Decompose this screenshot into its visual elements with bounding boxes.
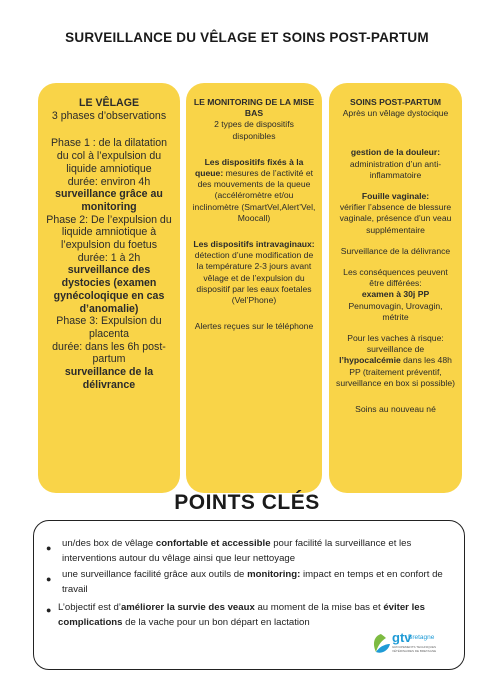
key-point-3-bold-2: éviter les complications xyxy=(58,602,425,628)
key-point-1-text-b: pour facilité la surveillance et les interventions autour du vêlage ainsi que leur nettoyage xyxy=(62,538,412,564)
consequences-text: Les conséquences peuvent être différées: xyxy=(343,267,448,289)
soins-heading: SOINS POST-PARTUM xyxy=(349,97,442,107)
velage-heading: LE VÊLAGE xyxy=(78,97,140,109)
phase2-duration: durée: 1 à 2h xyxy=(77,251,141,264)
nouveau-ne-text: Soins au nouveau né xyxy=(355,404,436,415)
points-cles-title: POINTS CLÉS xyxy=(174,491,320,514)
velage-column xyxy=(38,83,180,493)
gtv-logo-icon xyxy=(370,632,392,656)
phase1-surveillance: surveillance grâce au monitoring xyxy=(55,188,163,213)
fouille-label: Fouille vaginale: xyxy=(361,191,430,202)
device-tail-label: Les dispositifs fixés à la queue: xyxy=(195,156,304,179)
phase3-surveillance: surveillance de la délivrance xyxy=(64,366,154,391)
phase2-surveillance: surveillance des dystocies (examen gynécoloqique en cas d’anomalie) xyxy=(53,264,165,315)
page-title: SURVEILLANCE DU VÊLAGE ET SOINS POST-PARTUM xyxy=(65,30,429,45)
bullet-icon: ● xyxy=(46,574,52,584)
key-point-1-bold: confortable et accessible xyxy=(155,538,271,549)
gtv-logo xyxy=(370,630,460,660)
key-point-2-bold: monitoring: xyxy=(247,569,301,580)
key-point-3-text-a: L’objectif est d’ xyxy=(58,602,121,613)
hypocalcemie-item xyxy=(335,333,456,389)
hypocalcemie-intro: Pour les vaches à risque: surveillance de xyxy=(347,333,444,355)
alerts-text: Alertes reçues sur le téléphone xyxy=(194,321,314,332)
monitoring-subheading: 2 types de dispositifs disponibles xyxy=(214,119,294,141)
phase3-duration: durée: dans les 6h post-partum xyxy=(52,340,166,366)
device-tail-text: mesures de l’activité et des mouvements de la queue (accéléromètre et/ou inclinomètre (SmartVel,Alert’Vel, Moocall) xyxy=(192,168,316,223)
douleur-text: administration d’un anti-inflammatoire xyxy=(349,158,442,180)
key-point-3-bold-1: améliorer la survie des veaux xyxy=(120,602,255,613)
phase1-duration: durée: environ 4h xyxy=(67,175,151,188)
hypocalcemie-label: l’hypocalcémie xyxy=(339,355,401,366)
key-point-2-text-b: impact en temps et en confort de travail xyxy=(62,569,443,595)
douleur-label: gestion de la douleur: xyxy=(350,147,441,158)
examen-label: examen à 30j PP xyxy=(361,289,430,300)
key-point-1 xyxy=(62,537,457,566)
soins-column xyxy=(329,83,462,493)
key-point-2-text-a: une surveillance facilité grâce aux outils de xyxy=(62,569,248,580)
examen-text: Penumovagin, Urovagin, métrite xyxy=(348,300,443,322)
gtv-logo-tagline: GROUPEMENTS TECHNIQUES VÉTÉRINAIRES DE BRETAGNE xyxy=(392,645,437,653)
key-point-3-text-c: de la vache pour un bon départ en lactation xyxy=(122,616,310,628)
hypocalcemie-text: dans les 48h PP (traitement préventif, surveillance en box si possible) xyxy=(336,355,455,388)
device-tail-item xyxy=(192,157,316,224)
velage-subheading: 3 phases d’observations xyxy=(51,109,167,122)
phase3-text: Phase 3: Expulsion du placenta xyxy=(56,315,162,340)
key-point-1-text-a: un/des box de vêlage xyxy=(62,538,156,549)
device-vaginal-text: détection d’une modification de la température 2-3 jours avant vêlage et de l’expulsion du dispositif par les eaux foetales (Vel’Phone) xyxy=(194,250,314,306)
monitoring-heading: LE MONITORING DE LA MISE BAS xyxy=(193,97,315,119)
soins-subheading: Après un vêlage dystocique xyxy=(342,108,449,119)
gtv-logo-name: gtv xyxy=(392,630,412,645)
bullet-icon: ● xyxy=(46,605,52,615)
device-vaginal-label: Les dispositifs intravaginaux: xyxy=(193,239,315,250)
phase1-text: Phase 1 : de la dilatation du col à l’expulsion du liquide amniotique xyxy=(50,137,168,175)
delivrance-text: Surveillance de la délivrance xyxy=(340,245,451,256)
key-point-2 xyxy=(62,568,457,597)
bullet-icon: ● xyxy=(46,543,52,553)
key-point-3-text-b: au moment de la mise bas et xyxy=(254,602,384,613)
monitoring-column xyxy=(186,83,322,493)
fouille-text: vérifier l’absence de blessure vaginale, présence d’un veau supplémentaire xyxy=(339,202,452,235)
phase2-text: Phase 2: De l’expulsion du liquide amniotique à l’expulsion du foetus xyxy=(46,213,172,252)
device-vaginal-item xyxy=(192,239,316,306)
gtv-logo-region: Bretagne xyxy=(408,634,435,641)
key-point-3 xyxy=(58,601,458,630)
